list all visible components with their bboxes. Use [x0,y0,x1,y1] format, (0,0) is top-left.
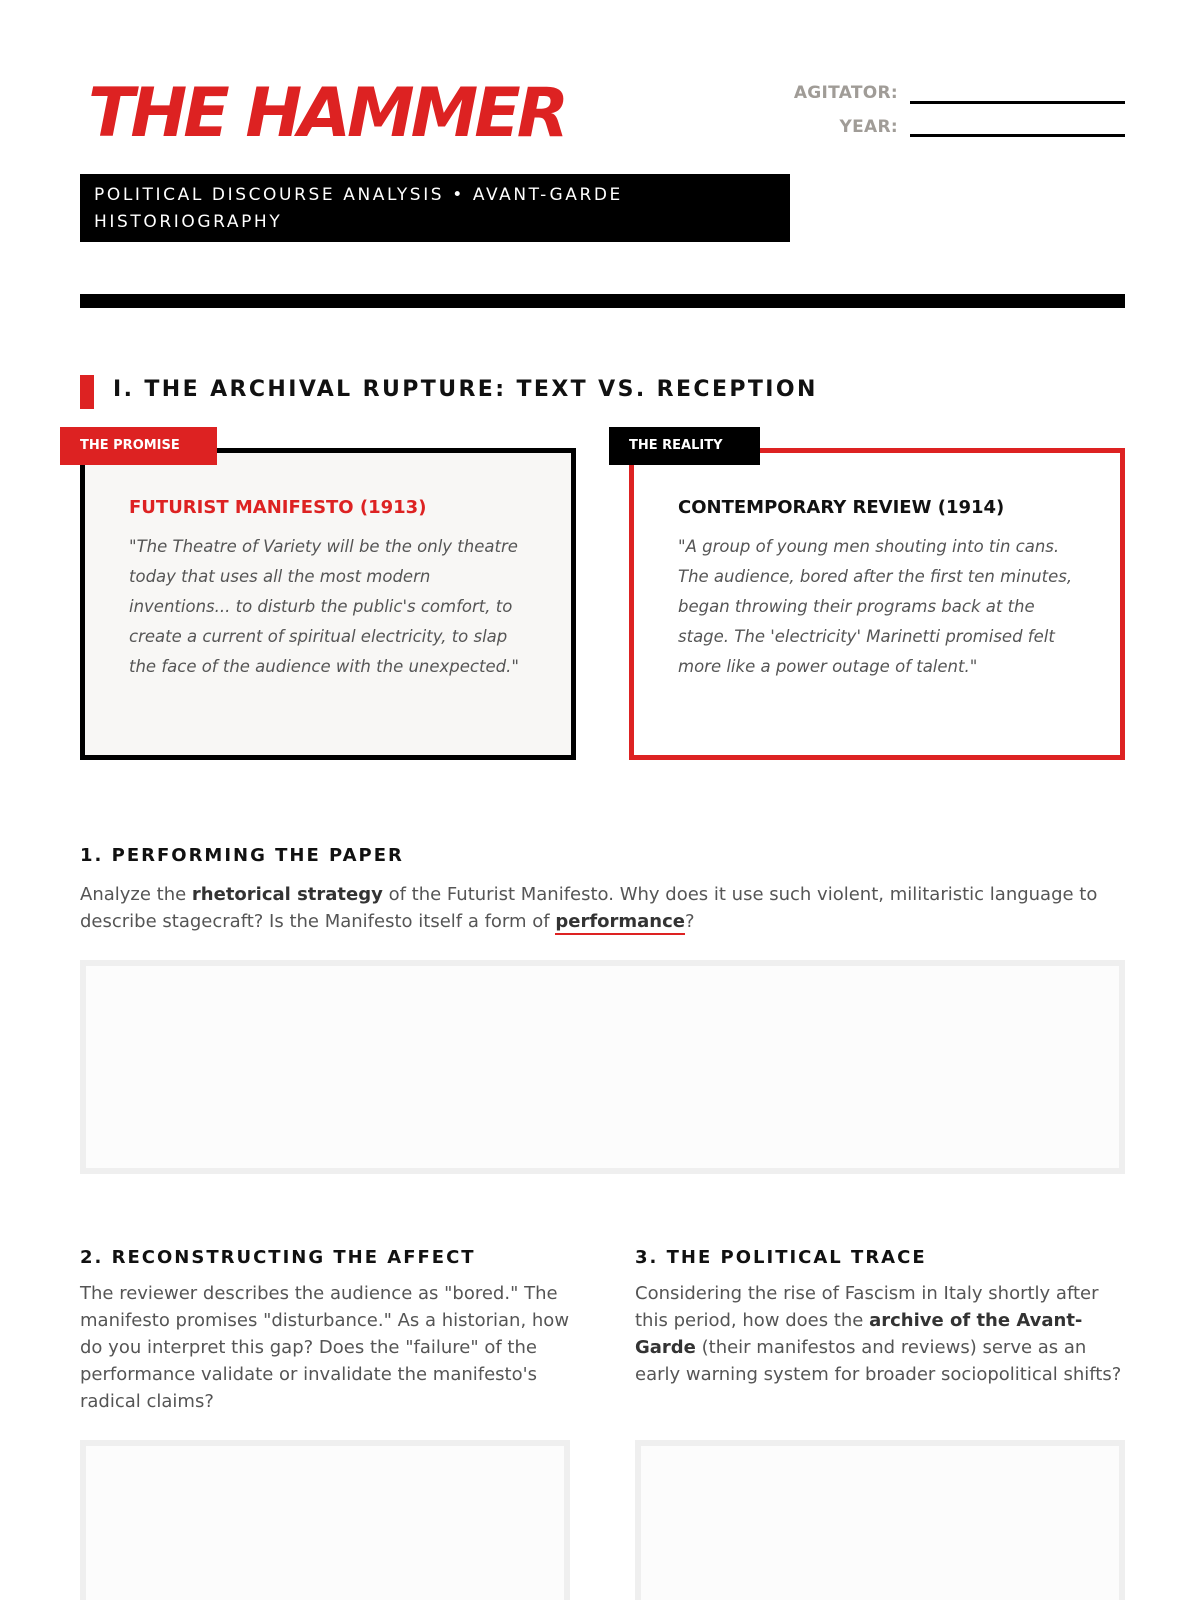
subtitle-line-1: POLITICAL DISCOURSE ANALYSIS • AVANT-GARDE [94,185,623,205]
reality-tag: THE REALITY [609,427,760,465]
question-3-title: 3. THE POLITICAL TRACE [635,1247,927,1268]
worksheet-header [0,0,1200,310]
year-field[interactable] [910,134,1125,137]
question-1-answer-box[interactable] [80,960,1125,1174]
question-3-answer-box[interactable] [635,1440,1125,1600]
reality-card [629,438,1125,760]
promise-tag: THE PROMISE [60,427,217,465]
agitator-row [750,83,1130,113]
header-divider [80,294,1125,308]
question-1-emphasis-performance: performance [555,911,685,935]
question-1-emphasis-rhetorical: rhetorical strategy [191,884,383,905]
agitator-field[interactable] [910,101,1125,104]
subtitle-line-2: HISTORIOGRAPHY [94,212,283,232]
question-2-prompt: The reviewer describes the audience as "bored." The manifesto promises "disturbance." As a historian, how do you interpret this gap? Does the "failure" of the performance validate or invalidate the manifesto's radical claims? [80,1283,570,1412]
promise-heading: FUTURIST MANIFESTO (1913) [129,497,427,518]
question-1-text-b: of the Futurist Manifesto. Why does it use such violent, militaristic language to describe stagecraft? Is the Manifesto itself a form of [80,884,1098,932]
reality-heading: CONTEMPORARY REVIEW (1914) [678,497,1005,518]
question-1-text-a: Analyze the [80,884,192,905]
subtitle-banner [80,174,790,242]
question-1-prompt [80,881,1125,935]
promise-quote: "The Theatre of Variety will be the only theatre today that uses all the most modern inventions... to disturb the public's comfort, to create a current of spiritual electricity, to slap the face of the audience with the unexpected." [129,537,519,676]
question-3-text-b: (their manifestos and reviews) serve as an early warning system for broader sociopolitical shifts? [635,1337,1122,1385]
question-1-title: 1. PERFORMING THE PAPER [80,845,404,866]
question-3-text-a: Considering the rise of Fascism in Italy shortly after this period, how does the [635,1283,1099,1331]
question-2-answer-box[interactable] [80,1440,570,1600]
agitator-label: AGITATOR: [793,83,898,103]
year-label: YEAR: [839,117,898,137]
question-2-title: 2. RECONSTRUCTING THE AFFECT [80,1247,476,1268]
year-row [750,117,1130,147]
section-marker [80,375,94,409]
page-title: THE HAMMER [88,74,566,153]
reality-quote: "A group of young men shouting into tin cans. The audience, bored after the first ten minutes, began throwing their programs back at the stage. The 'electricity' Marinetti promised felt more like a power outage of talent." [678,537,1073,676]
question-3-emphasis-archive: archive of the Avant-Garde [635,1310,1083,1358]
section-title: I. THE ARCHIVAL RUPTURE: TEXT VS. RECEPTION [113,377,818,402]
promise-card [80,438,576,760]
question-3-prompt [635,1280,1125,1388]
question-1-text-c: ? [685,911,695,932]
